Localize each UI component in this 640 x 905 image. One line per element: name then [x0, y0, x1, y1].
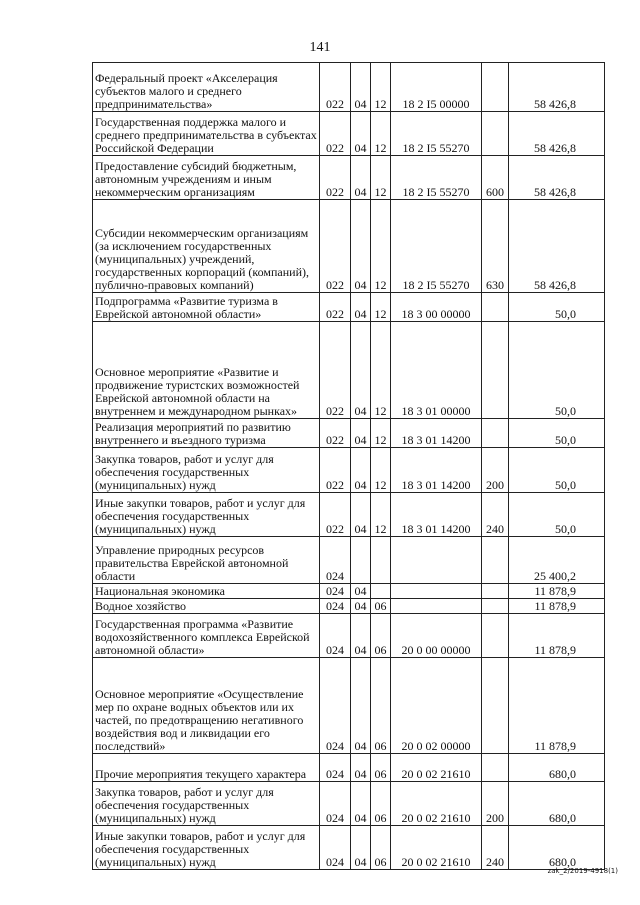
table-row [93, 156, 605, 200]
row-name: Управление природных ресурсов правительства Еврейской автономной области [93, 537, 320, 584]
section-code: 04 [351, 448, 371, 493]
target-article-code: 20 0 00 00000 [391, 614, 482, 658]
ved-code: 024 [320, 658, 351, 754]
amount: 50,0 [509, 293, 605, 322]
table-row [93, 493, 605, 537]
table-row [93, 63, 605, 112]
amount: 50,0 [509, 322, 605, 419]
ved-code: 024 [320, 782, 351, 826]
section-code: 04 [351, 322, 371, 419]
subsection-code: 12 [371, 493, 391, 537]
ved-code: 022 [320, 448, 351, 493]
section-code: 04 [351, 419, 371, 448]
expense-type-code [482, 293, 509, 322]
ved-code: 022 [320, 200, 351, 293]
target-article-code [391, 599, 482, 614]
subsection-code: 06 [371, 599, 391, 614]
section-code: 04 [351, 63, 371, 112]
section-code: 04 [351, 156, 371, 200]
row-name: Закупка товаров, работ и услуг для обеспечения государственных (муниципальных) нужд [93, 448, 320, 493]
amount: 50,0 [509, 448, 605, 493]
subsection-code: 12 [371, 448, 391, 493]
expense-type-code: 240 [482, 493, 509, 537]
target-article-code: 18 3 01 14200 [391, 419, 482, 448]
row-name: Подпрограмма «Развитие туризма в Еврейской автономной области» [93, 293, 320, 322]
target-article-code: 20 0 02 00000 [391, 658, 482, 754]
section-code: 04 [351, 826, 371, 870]
target-article-code: 18 3 00 00000 [391, 293, 482, 322]
amount: 680,0 [509, 782, 605, 826]
expense-type-code [482, 419, 509, 448]
budget-table [92, 62, 605, 870]
expense-type-code [482, 614, 509, 658]
ved-code: 022 [320, 293, 351, 322]
subsection-code: 12 [371, 293, 391, 322]
section-code: 04 [351, 112, 371, 156]
amount: 11 878,9 [509, 614, 605, 658]
ved-code: 024 [320, 614, 351, 658]
expense-type-code [482, 112, 509, 156]
expense-type-code [482, 537, 509, 584]
expense-type-code [482, 754, 509, 782]
expense-type-code: 200 [482, 448, 509, 493]
subsection-code [371, 537, 391, 584]
target-article-code: 18 3 01 14200 [391, 448, 482, 493]
ved-code: 024 [320, 599, 351, 614]
row-name: Государственная программа «Развитие водохозяйственного комплекса Еврейской автономной области» [93, 614, 320, 658]
page-number: 141 [309, 40, 331, 55]
expense-type-code: 600 [482, 156, 509, 200]
subsection-code: 12 [371, 63, 391, 112]
section-code: 04 [351, 584, 371, 599]
table-row [93, 584, 605, 599]
table-row [93, 599, 605, 614]
subsection-code [371, 584, 391, 599]
ved-code: 024 [320, 584, 351, 599]
section-code: 04 [351, 599, 371, 614]
expense-type-code [482, 63, 509, 112]
amount: 11 878,9 [509, 599, 605, 614]
amount: 58 426,8 [509, 112, 605, 156]
table-row [93, 293, 605, 322]
amount: 11 878,9 [509, 658, 605, 754]
table-row [93, 112, 605, 156]
table-row [93, 614, 605, 658]
amount: 58 426,8 [509, 200, 605, 293]
subsection-code: 12 [371, 200, 391, 293]
subsection-code: 12 [371, 322, 391, 419]
expense-type-code [482, 322, 509, 419]
target-article-code: 20 0 02 21610 [391, 826, 482, 870]
row-name: Прочие мероприятия текущего характера [93, 754, 320, 782]
subsection-code: 12 [371, 112, 391, 156]
row-name: Основное мероприятие «Развитие и продвижение туристских возможностей Еврейской автономной области на внутреннем и международном рынках» [93, 322, 320, 419]
subsection-code: 12 [371, 419, 391, 448]
section-code: 04 [351, 782, 371, 826]
ved-code: 022 [320, 112, 351, 156]
ved-code: 022 [320, 63, 351, 112]
subsection-code: 06 [371, 782, 391, 826]
table-row [93, 754, 605, 782]
table-row [93, 782, 605, 826]
expense-type-code [482, 584, 509, 599]
ved-code: 024 [320, 537, 351, 584]
target-article-code: 18 2 I5 55270 [391, 156, 482, 200]
table-row [93, 448, 605, 493]
section-code: 04 [351, 614, 371, 658]
expense-type-code [482, 599, 509, 614]
table-row [93, 826, 605, 870]
subsection-code: 12 [371, 156, 391, 200]
ved-code: 022 [320, 493, 351, 537]
row-name: Реализация мероприятий по развитию внутреннего и въездного туризма [93, 419, 320, 448]
ved-code: 022 [320, 156, 351, 200]
row-name: Государственная поддержка малого и среднего предпринимательства в субъектах Российской Федерации [93, 112, 320, 156]
target-article-code [391, 537, 482, 584]
section-code: 04 [351, 493, 371, 537]
row-name: Водное хозяйство [93, 599, 320, 614]
table-row [93, 658, 605, 754]
expense-type-code: 200 [482, 782, 509, 826]
row-name: Субсидии некоммерческим организациям (за исключением государственных (муниципальных) учреждений, государственных корпораций (компаний), публично-правовых компаний) [93, 200, 320, 293]
ved-code: 024 [320, 826, 351, 870]
table-body [93, 63, 605, 870]
target-article-code [391, 584, 482, 599]
amount: 680,0 [509, 826, 605, 870]
amount: 50,0 [509, 493, 605, 537]
row-name: Предоставление субсидий бюджетным, автономным учреждениям и иным некоммерческим организациям [93, 156, 320, 200]
target-article-code: 18 3 01 00000 [391, 322, 482, 419]
ved-code: 024 [320, 754, 351, 782]
subsection-code: 06 [371, 614, 391, 658]
subsection-code: 06 [371, 754, 391, 782]
target-article-code: 18 3 01 14200 [391, 493, 482, 537]
ved-code: 022 [320, 322, 351, 419]
table-row [93, 419, 605, 448]
ved-code: 022 [320, 419, 351, 448]
target-article-code: 18 2 I5 00000 [391, 63, 482, 112]
document-code: zak_2/2019-4918(1) [547, 867, 618, 875]
target-article-code: 20 0 02 21610 [391, 754, 482, 782]
expense-type-code [482, 658, 509, 754]
amount: 58 426,8 [509, 156, 605, 200]
section-code [351, 537, 371, 584]
target-article-code: 18 2 I5 55270 [391, 112, 482, 156]
amount: 25 400,2 [509, 537, 605, 584]
amount: 680,0 [509, 754, 605, 782]
row-name: Федеральный проект «Акселерация субъектов малого и среднего предпринимательства» [93, 63, 320, 112]
row-name: Закупка товаров, работ и услуг для обеспечения государственных (муниципальных) нужд [93, 782, 320, 826]
subsection-code: 06 [371, 658, 391, 754]
amount: 58 426,8 [509, 63, 605, 112]
section-code: 04 [351, 754, 371, 782]
section-code: 04 [351, 200, 371, 293]
target-article-code: 18 2 I5 55270 [391, 200, 482, 293]
table-row [93, 322, 605, 419]
target-article-code: 20 0 02 21610 [391, 782, 482, 826]
section-code: 04 [351, 293, 371, 322]
amount: 50,0 [509, 419, 605, 448]
section-code: 04 [351, 658, 371, 754]
row-name: Иные закупки товаров, работ и услуг для обеспечения государственных (муниципальных) нужд [93, 826, 320, 870]
table-row [93, 200, 605, 293]
expense-type-code: 240 [482, 826, 509, 870]
expense-type-code: 630 [482, 200, 509, 293]
table-row [93, 537, 605, 584]
row-name: Национальная экономика [93, 584, 320, 599]
amount: 11 878,9 [509, 584, 605, 599]
row-name: Иные закупки товаров, работ и услуг для обеспечения государственных (муниципальных) нужд [93, 493, 320, 537]
row-name: Основное мероприятие «Осуществление мер по охране водных объектов или их частей, по предотвращению негативного воздействия вод и ликвидации его последствий» [93, 658, 320, 754]
subsection-code: 06 [371, 826, 391, 870]
